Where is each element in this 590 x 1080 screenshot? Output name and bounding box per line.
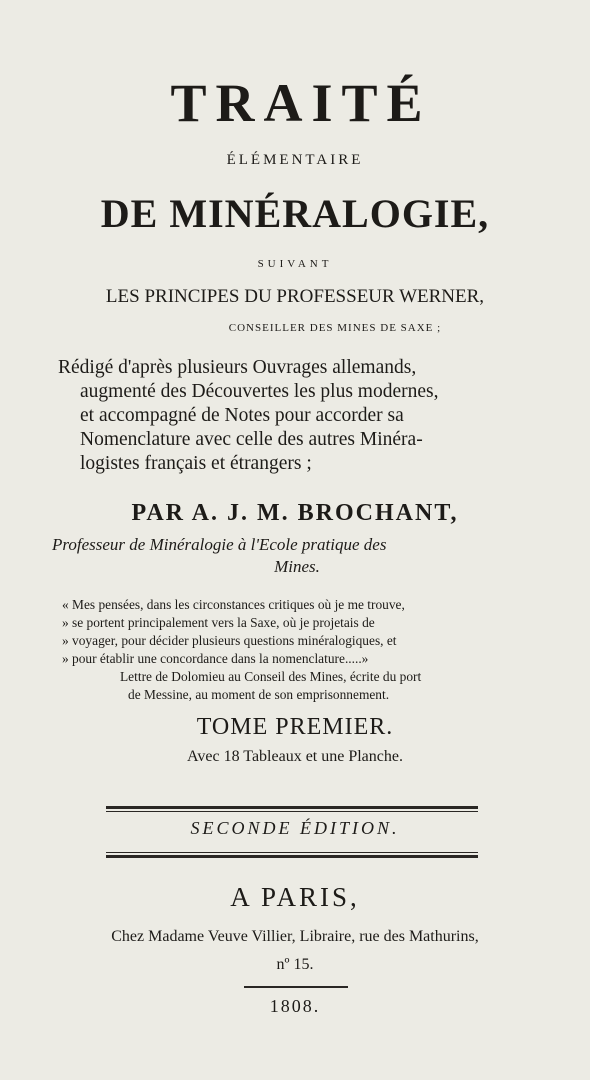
subtitle-mineralogie: DE MINÉRALOGIE, bbox=[100, 191, 490, 236]
redige-line: augmenté des Découvertes les plus modernes, bbox=[80, 381, 439, 402]
professeur-line: Mines. bbox=[274, 557, 320, 576]
divider-rule bbox=[106, 852, 478, 853]
quote-line: » se portent principalement vers la Saxe, où je projetais de bbox=[62, 615, 375, 630]
redige-line: et accompagné de Notes pour accorder sa bbox=[80, 405, 404, 426]
redige-line: Rédigé d'après plusieurs Ouvrages allemands, bbox=[58, 357, 417, 378]
subtitle-elementaire: ÉLÉMENTAIRE bbox=[226, 152, 364, 168]
number-line: nº 15. bbox=[276, 956, 314, 973]
redige-line: Nomenclature avec celle des autres Minéra- bbox=[80, 429, 423, 450]
year-line: 1808. bbox=[269, 996, 321, 1016]
quote-line: » voyager, pour décider plusieurs questions minéralogiques, et bbox=[62, 633, 397, 648]
avec-line: Avec 18 Tableaux et une Planche. bbox=[187, 748, 403, 765]
publisher-line: Chez Madame Veuve Villier, Libraire, rue des Mathurins, bbox=[111, 928, 479, 945]
edition-line: SECONDE ÉDITION. bbox=[190, 818, 400, 838]
redige-paragraph bbox=[58, 356, 538, 476]
quote-attribution-line: Lettre de Dolomieu au Conseil des Mines, écrite du port bbox=[120, 669, 422, 684]
divider-rule bbox=[244, 986, 348, 988]
suivant-label: SUIVANT bbox=[257, 258, 333, 270]
divider-rule bbox=[106, 806, 478, 809]
professeur-paragraph bbox=[52, 534, 542, 578]
divider-rule bbox=[106, 855, 478, 858]
dolomieu-quote bbox=[62, 596, 542, 704]
main-title: TRAITÉ bbox=[170, 73, 432, 133]
divider-rule bbox=[106, 811, 478, 812]
author-line: PAR A. J. M. BROCHANT, bbox=[131, 500, 459, 526]
principes-line: LES PRINCIPES DU PROFESSEUR WERNER, bbox=[105, 286, 485, 307]
place-line: A PARIS, bbox=[230, 882, 360, 912]
conseiller-line: CONSEILLER DES MINES DE SAXE ; bbox=[228, 322, 442, 334]
quote-attribution-line: de Messine, au moment de son emprisonnement. bbox=[128, 687, 390, 702]
quote-line: » pour établir une concordance dans la nomenclature.....» bbox=[62, 651, 369, 666]
quote-line: « Mes pensées, dans les circonstances critiques où je me trouve, bbox=[62, 597, 405, 612]
redige-line: logistes français et étrangers ; bbox=[80, 453, 312, 474]
tome-line: TOME PREMIER. bbox=[196, 714, 394, 740]
professeur-line: Professeur de Minéralogie à l'Ecole pratique des bbox=[52, 535, 387, 554]
